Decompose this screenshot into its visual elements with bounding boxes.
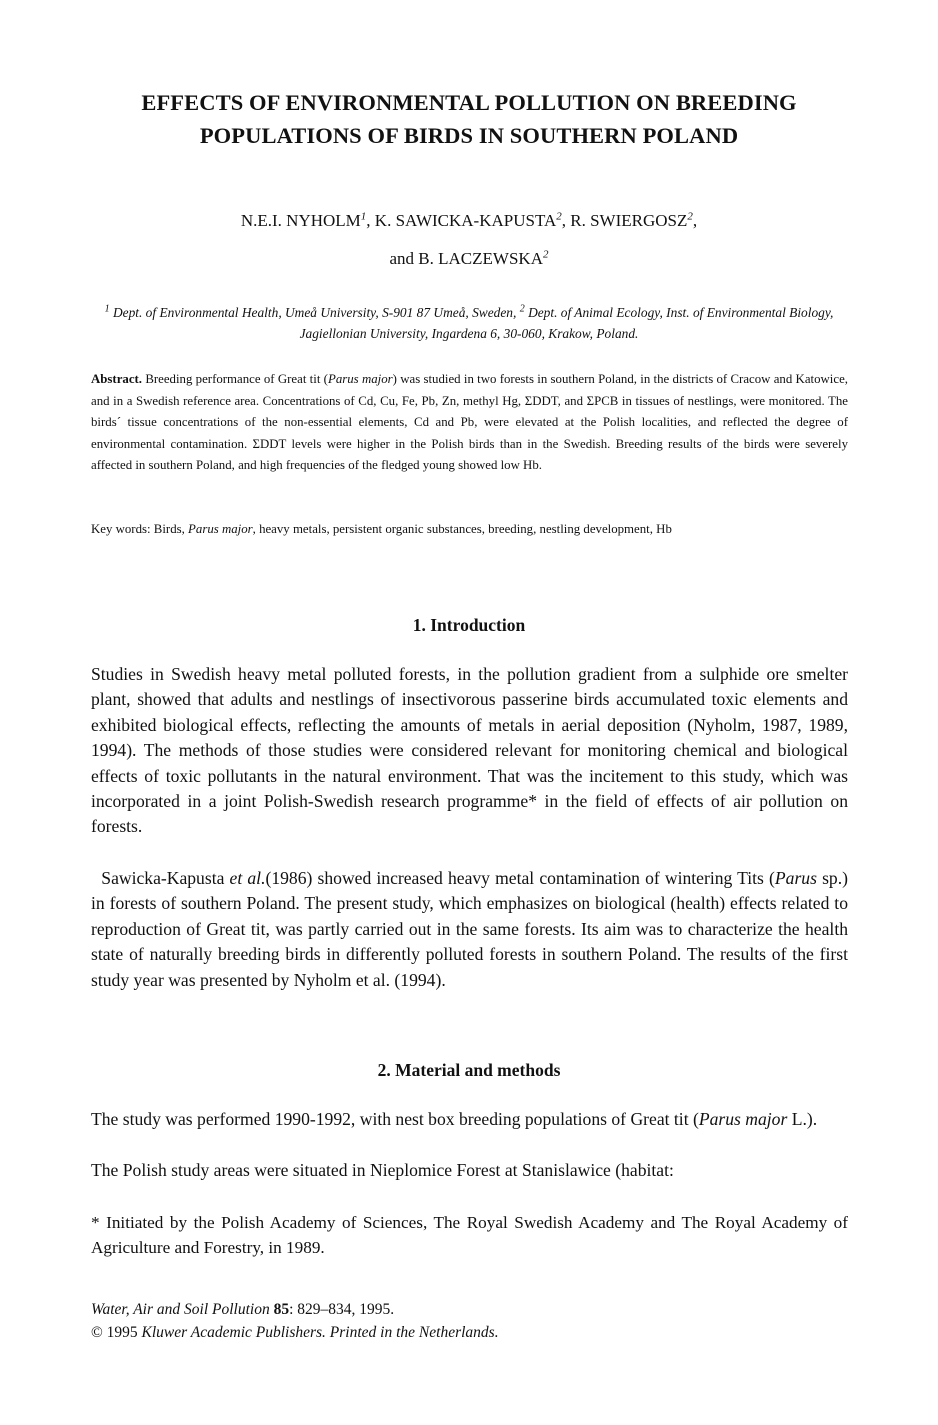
methods-paragraph-1 — [91, 1107, 848, 1132]
author-nyholm: N.E.I. NYHOLM — [240, 211, 361, 230]
author-sawicka-kapusta: K. SAWICKA-KAPUSTA — [374, 211, 557, 230]
intro-p2-text: (1986) showed increased heavy metal contamination of wintering Tits ( — [265, 868, 775, 888]
abstract — [91, 369, 848, 477]
intro-p2-text: sp.) in forests of southern Poland. The present study, which emphasizes on biological (health) effects related to reproduction of Great tit, was partly carried out in the same forests. Its aim was to characterize the health state of naturally breeding birds in differently polluted forests in southern Poland. The results of the first study year was presented by Nyholm et al. (1994). — [91, 868, 848, 990]
section-heading-methods: 2. Material and methods — [377, 1060, 561, 1080]
methods-p1-text: L.). — [787, 1109, 818, 1129]
copyright-year: © 1995 — [91, 1324, 138, 1341]
author-sup: 2 — [687, 210, 693, 223]
journal-info — [91, 1298, 848, 1344]
affil-sup: 1 — [104, 303, 110, 315]
keywords — [91, 519, 848, 541]
author-sup: 2 — [556, 210, 562, 223]
author-sup: 1 — [360, 210, 367, 223]
paper-title — [60, 86, 878, 152]
author-laczewska: and B. LACZEWSKA — [389, 249, 543, 268]
journal-copyright — [91, 1321, 848, 1344]
intro-paragraph-2 — [91, 866, 848, 993]
author-list — [60, 202, 878, 278]
intro-p2-species: Parus — [774, 868, 817, 888]
intro-p2-etal: et al. — [229, 868, 266, 888]
journal-citation — [91, 1298, 848, 1321]
intro-p2-text: Sawicka-Kapusta — [101, 868, 225, 888]
section-heading-introduction: 1. Introduction — [412, 615, 526, 635]
affil-sup: 2 — [519, 303, 525, 315]
journal-name: Water, Air and Soil Pollution — [91, 1301, 270, 1318]
title-line-1: EFFECTS OF ENVIRONMENTAL POLLUTION ON BREEDING — [141, 90, 797, 115]
intro-paragraph-1: Studies in Swedish heavy metal polluted forests, in the pollution gradient from a sulphide ore smelter plant, showed that adults and nestlings of insectivorous passerine birds accumulated toxic elements and exhibited biological effects, reflecting the amounts of metals in aerial deposition (Nyholm, 1987, 1989, 1994). The methods of those studies were considered relevant for monitoring chemical and biological effects of toxic pollutants in the natural environment. That was the incitement to this study, which was incorporated in a joint Polish-Swedish research programme* in the field of effects of air pollution on forests. — [91, 664, 848, 837]
affiliations — [86, 302, 852, 344]
methods-p1-species: Parus major — [698, 1109, 788, 1129]
footnote: * Initiated by the Polish Academy of Sciences, The Royal Swedish Academy and The Royal Academy of Agriculture and Forestry, in 1989. — [91, 1213, 848, 1257]
title-line-2: POPULATIONS OF BIRDS IN SOUTHERN POLAND — [199, 123, 739, 148]
author-line-2 — [60, 240, 878, 278]
journal-volume: 85 — [273, 1301, 290, 1318]
abstract-species: Parus major — [327, 372, 393, 386]
abstract-label: Abstract. — [91, 372, 143, 386]
affiliation-umea: Dept. of Environmental Health, Umeå University, S-901 87 Umeå, Sweden, — [112, 305, 517, 320]
abstract-text: Breeding performance of Great tit ( — [145, 372, 328, 386]
author-sup: 2 — [542, 248, 549, 261]
abstract-text: ) was studied in two forests in southern Poland, in the districts of Cracow and Katowice, and in a Swedish reference area. Concentrations of Cd, Cu, Fe, Pb, Zn, methyl Hg, ΣDDT, and ΣPCB in tissues of nestlings, were monitored. The birds´ tissue concentrations of the non-essential elements, Cd and Pb, were elevated at the Polish localities, and reflected the degree of environmental contamination. ΣDDT levels were higher in the Polish birds than in the Swedish. Breeding results of the birds were severely affected in southern Poland, and high frequencies of the fledged young showed low Hb. — [91, 372, 848, 473]
methods-p1-text: The study was performed 1990-1992, with nest box breeding populations of Great tit ( — [91, 1109, 699, 1129]
affiliation-jagiellonian: Dept. of Animal Ecology, Inst. of Environmental Biology, Jagiellonian University, Ingardena 6, 30-060, Krakow, Poland. — [299, 305, 834, 341]
publisher: Kluwer Academic Publishers. Printed in the Netherlands. — [141, 1324, 499, 1341]
keywords-species: Parus major — [188, 522, 253, 536]
keywords-text: , heavy metals, persistent organic substances, breeding, nestling development, Hb — [252, 522, 672, 536]
keywords-text: Key words: Birds, — [91, 522, 185, 536]
author-line-1: N.E.I. NYHOLM$^1$, K. SAWICKA-KAPUSTA$^2$, R. SWIERGOSZ$^2$, — [240, 210, 698, 230]
journal-pages: : 829–834, 1995. — [289, 1301, 395, 1318]
author-swiergosz: R. SWIERGOSZ — [570, 211, 688, 230]
methods-paragraph-2: The Polish study areas were situated in Nieplomice Forest at Stanislawice (habitat: — [91, 1160, 674, 1180]
